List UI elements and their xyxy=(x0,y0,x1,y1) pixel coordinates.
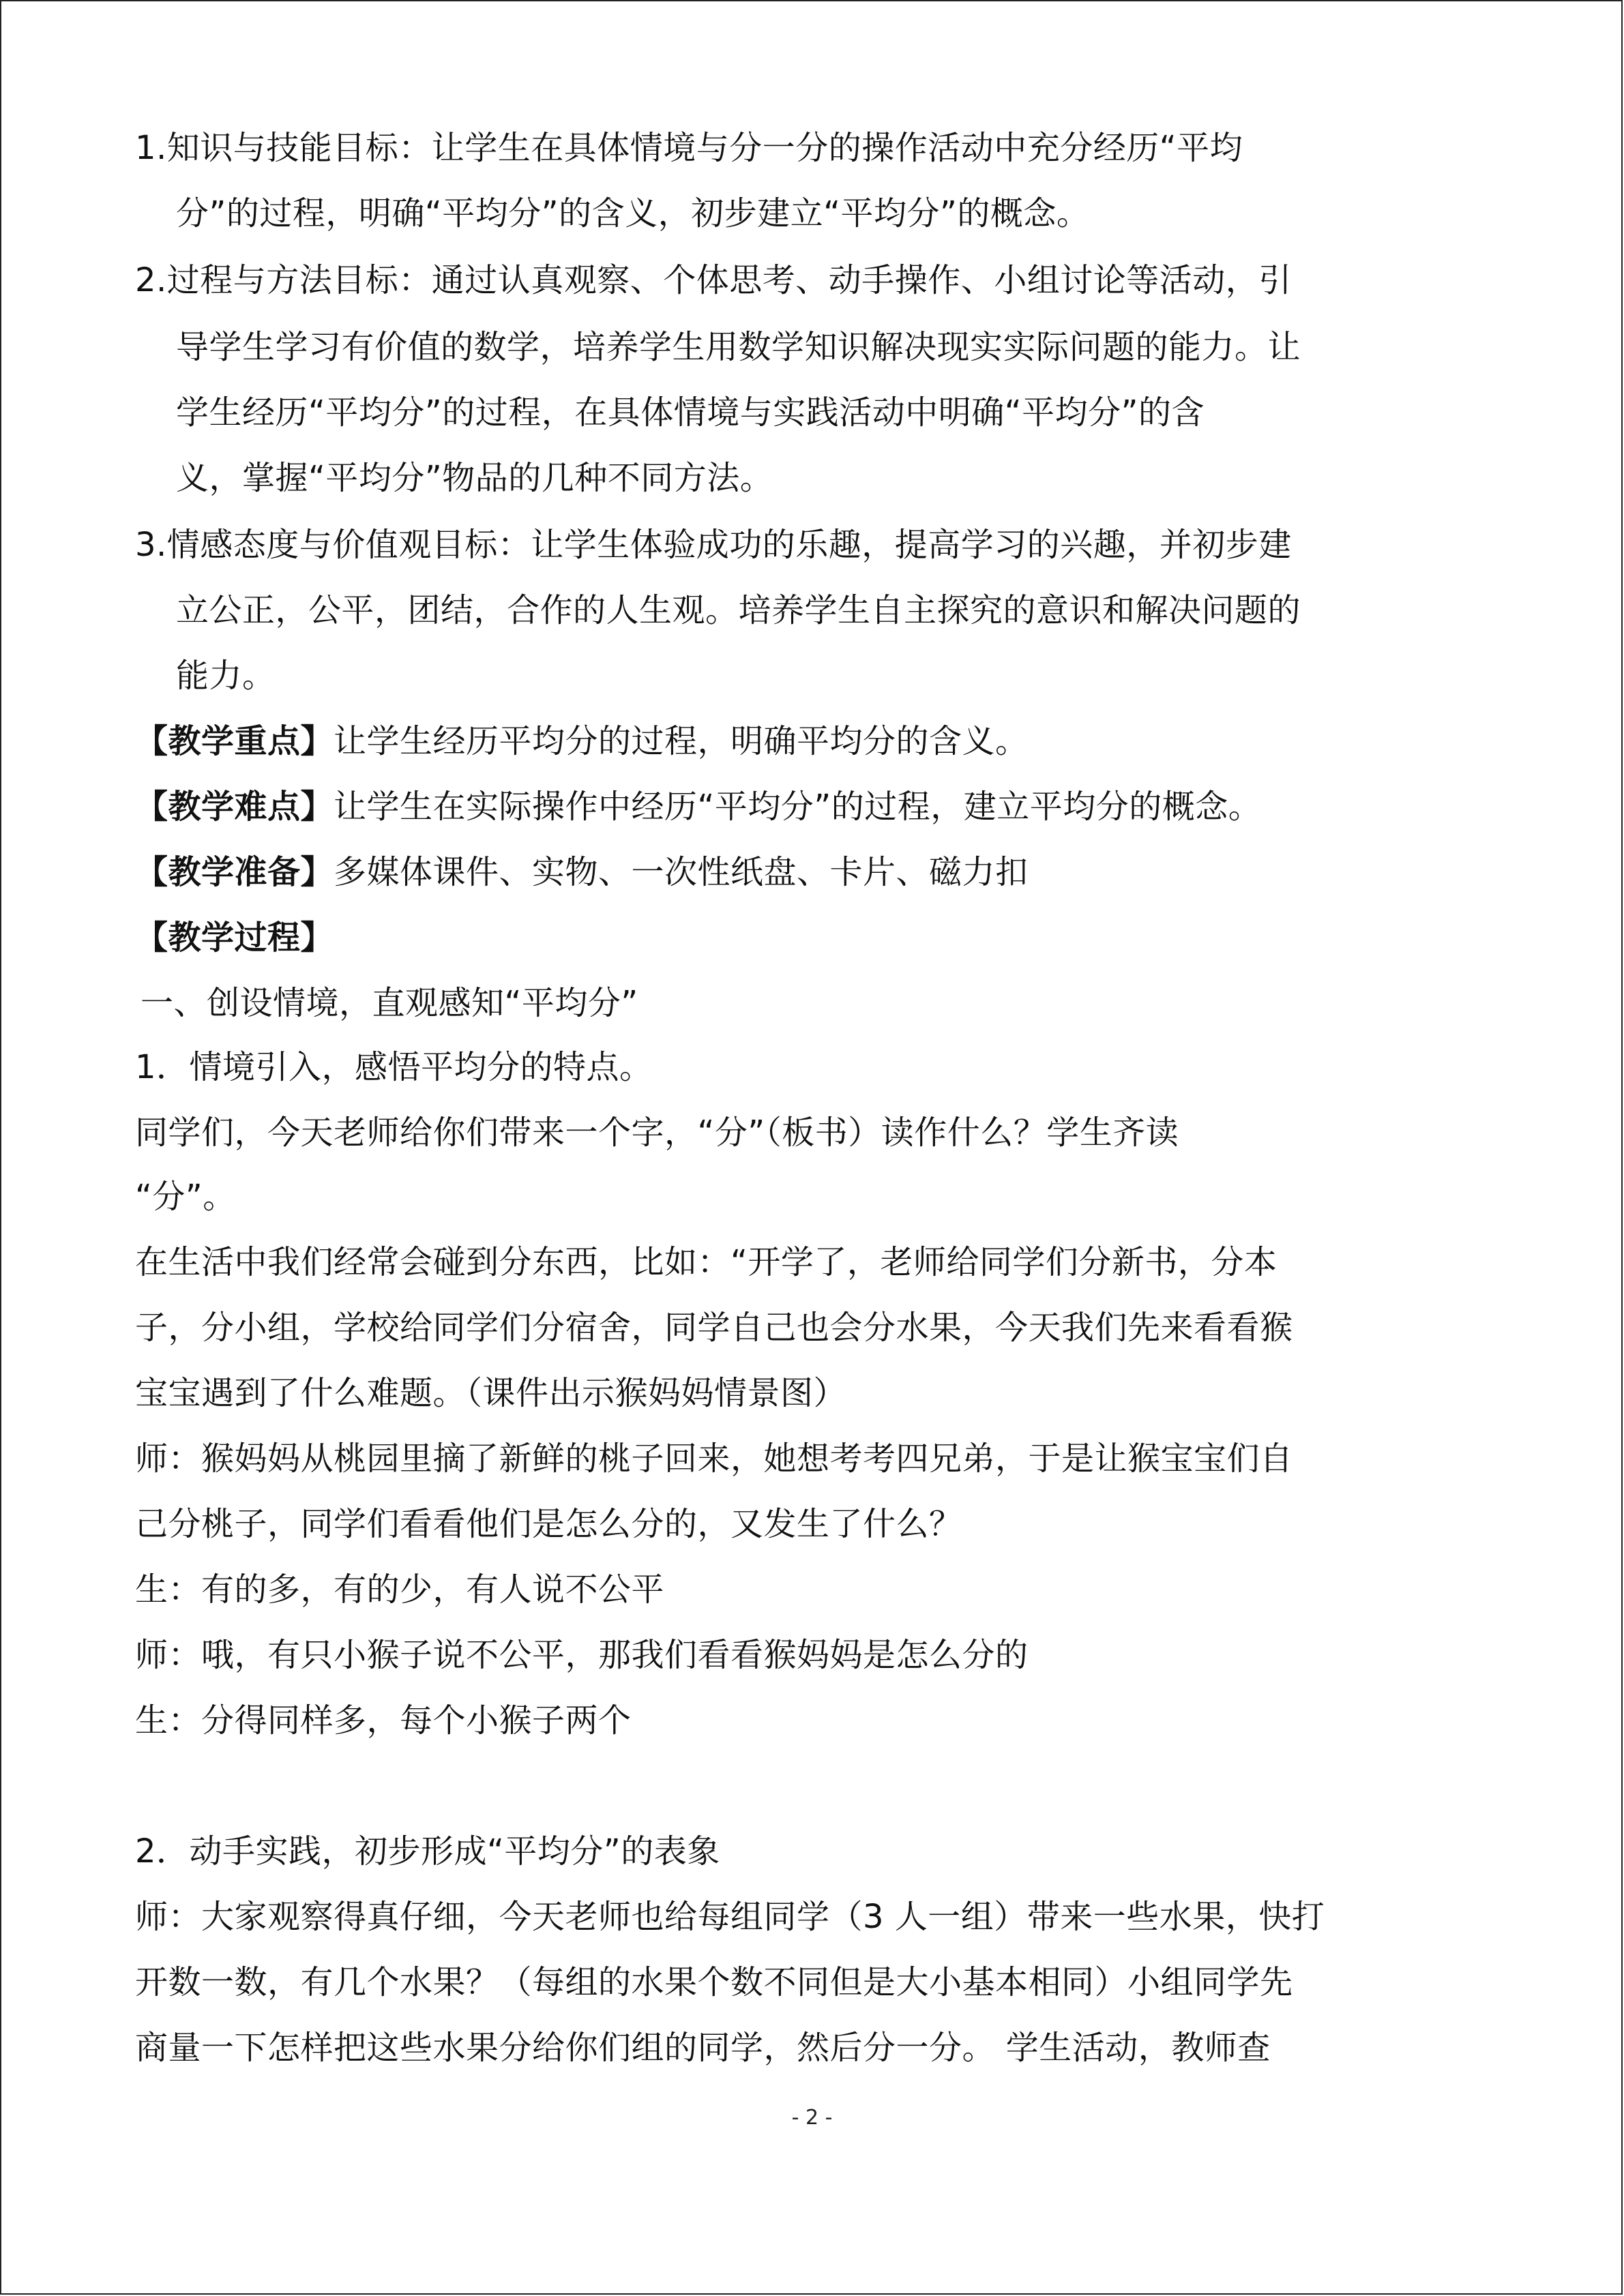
section-heading: 一、创设情境，直观感知“平均分” xyxy=(141,984,638,1022)
key-point-label: 【教学重点】 xyxy=(135,722,334,760)
preparation-label: 【教学准备】 xyxy=(135,853,334,891)
objective-line: 立公正，公平，团结，合作的人生观。培养学生自主探究的意识和解决问题的 xyxy=(176,591,1301,629)
body-line: 己分桃子，同学们看看他们是怎么分的，又发生了什么？ xyxy=(135,1505,962,1543)
preparation-text: 多媒体课件、实物、一次性纸盘、卡片、磁力扣 xyxy=(334,853,1029,891)
subsection-heading: 2．动手实践，初步形成“平均分”的表象 xyxy=(135,1832,720,1870)
body-line: 子，分小组，学校给同学们分宿舍，同学自己也会分水果，今天我们先来看看猴 xyxy=(135,1309,1293,1347)
difficulty-text: 让学生在实际操作中经历“平均分”的过程，建立平均分的概念。 xyxy=(334,788,1262,826)
subsection-heading: 1．情境引入，感悟平均分的特点。 xyxy=(135,1048,653,1086)
difficulty xyxy=(135,784,1261,829)
key-point-text: 让学生经历平均分的过程，明确平均分的含义。 xyxy=(334,722,1029,760)
body-line: “分”。 xyxy=(135,1178,236,1216)
body-line: 开数一数，有几个水果？（每组的水果个数不同但是大小基本相同）小组同学先 xyxy=(135,1963,1293,2001)
objective-line: 能力。 xyxy=(176,657,276,695)
difficulty-label: 【教学难点】 xyxy=(135,788,334,826)
body-line: 师：猴妈妈从桃园里摘了新鲜的桃子回来，她想考考四兄弟，于是让猴宝宝们自 xyxy=(135,1440,1293,1478)
body-line: 生：有的多，有的少，有人说不公平 xyxy=(135,1570,665,1609)
preparation xyxy=(135,850,1029,895)
body-line: 生：分得同样多，每个小猴子两个 xyxy=(135,1701,632,1740)
objective-line: 导学生学习有价值的数学，培养学生用数学知识解决现实实际问题的能力。让 xyxy=(176,328,1301,366)
objective-line: 分”的过程，明确“平均分”的含义，初步建立“平均分”的概念。 xyxy=(176,194,1090,233)
objective-line: 2.过程与方法目标：通过认真观察、个体思考、动手操作、小组讨论等活动，引 xyxy=(135,261,1292,299)
key-point xyxy=(135,719,1029,764)
objective-line: 义，掌握“平均分”物品的几种不同方法。 xyxy=(176,459,773,497)
body-line: 师：哦，有只小猴子说不公平，那我们看看猴妈妈是怎么分的 xyxy=(135,1636,1029,1674)
body-line: 同学们，今天老师给你们带来一个字，“分”（板书）读作什么？学生齐读 xyxy=(135,1114,1179,1152)
body-line: 宝宝遇到了什么难题。（课件出示猴妈妈情景图） xyxy=(135,1374,847,1412)
objective-line: 1.知识与技能目标：让学生在具体情境与分一分的操作活动中充分经历“平均 xyxy=(135,129,1243,167)
body-line: 在生活中我们经常会碰到分东西，比如：“开学了，老师给同学们分新书，分本 xyxy=(135,1243,1278,1281)
body-line: 商量一下怎样把这些水果分给你们组的同学，然后分一分。 学生活动，教师查 xyxy=(135,2029,1271,2067)
objective-line: 3.情感态度与价值观目标：让学生体验成功的乐趣，提高学习的兴趣，并初步建 xyxy=(135,526,1292,564)
body-line: 师：大家观察得真仔细，今天老师也给每组同学（3 人一组）带来一些水果，快打 xyxy=(135,1898,1325,1936)
process-heading: 【教学过程】 xyxy=(135,919,334,957)
page-number: - 2 - xyxy=(791,2106,833,2130)
objective-line: 学生经历“平均分”的过程，在具体情境与实践活动中明确“平均分”的含 xyxy=(176,393,1205,432)
